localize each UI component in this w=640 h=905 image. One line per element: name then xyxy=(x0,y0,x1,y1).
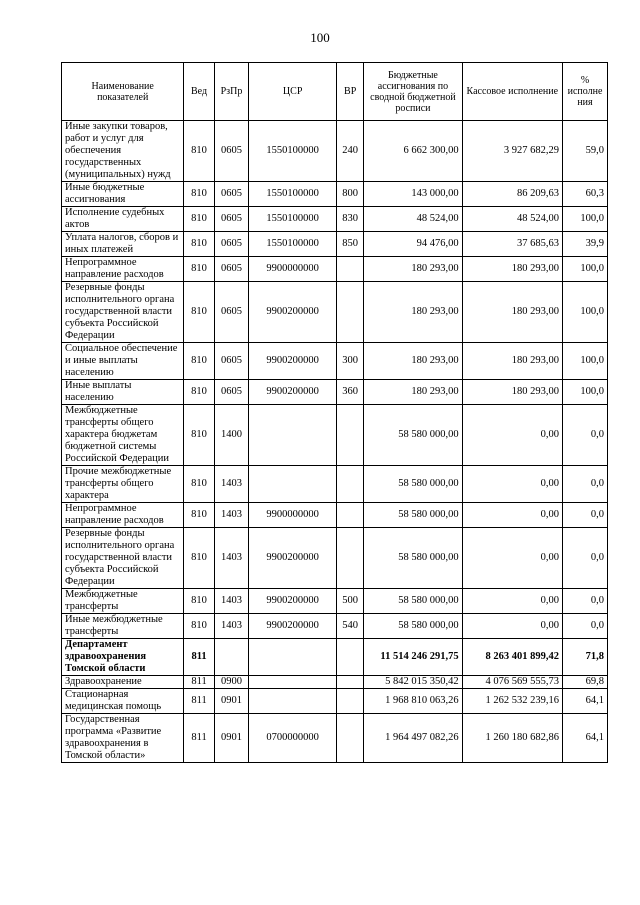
row-name: Иные выплаты населению xyxy=(62,380,184,405)
row-cash: 3 927 682,29 xyxy=(462,121,562,182)
row-csr: 1550100000 xyxy=(249,207,337,232)
row-vr xyxy=(337,503,364,528)
row-vr: 500 xyxy=(337,589,364,614)
row-csr xyxy=(249,689,337,714)
row-csr: 1550100000 xyxy=(249,182,337,207)
row-name: Здравоохранение xyxy=(62,676,184,689)
row-budget: 180 293,00 xyxy=(364,282,462,343)
row-budget: 5 842 015 350,42 xyxy=(364,676,462,689)
row-vr: 300 xyxy=(337,343,364,380)
row-name: Иные закупки товаров, работ и услуг для обеспечения государственных (муниципальных) нужд xyxy=(62,121,184,182)
row-percent: 0,0 xyxy=(562,503,607,528)
row-rzpr: 1403 xyxy=(214,466,249,503)
row-rzpr: 0901 xyxy=(214,689,249,714)
row-percent: 0,0 xyxy=(562,466,607,503)
row-csr: 9900200000 xyxy=(249,282,337,343)
row-name: Иные межбюджетные трансферты xyxy=(62,614,184,639)
row-ved: 811 xyxy=(184,689,214,714)
row-name: Непрограммное направление расходов xyxy=(62,257,184,282)
row-budget: 58 580 000,00 xyxy=(364,614,462,639)
row-cash: 180 293,00 xyxy=(462,380,562,405)
table-row xyxy=(62,589,608,614)
row-rzpr: 0900 xyxy=(214,676,249,689)
row-vr: 360 xyxy=(337,380,364,405)
row-name: Прочие межбюджетные трансферты общего характера xyxy=(62,466,184,503)
table-row xyxy=(62,676,608,689)
row-csr xyxy=(249,676,337,689)
row-rzpr: 0605 xyxy=(214,121,249,182)
table-row xyxy=(62,714,608,763)
row-percent: 0,0 xyxy=(562,589,607,614)
row-ved: 810 xyxy=(184,232,214,257)
table-header-row xyxy=(62,63,608,121)
row-rzpr: 0605 xyxy=(214,207,249,232)
row-rzpr: 0605 xyxy=(214,343,249,380)
row-percent: 0,0 xyxy=(562,614,607,639)
row-budget: 58 580 000,00 xyxy=(364,466,462,503)
table-row xyxy=(62,528,608,589)
row-ved: 810 xyxy=(184,405,214,466)
row-ved: 811 xyxy=(184,639,214,676)
row-rzpr: 0605 xyxy=(214,282,249,343)
table-row xyxy=(62,689,608,714)
row-vr xyxy=(337,528,364,589)
row-ved: 810 xyxy=(184,282,214,343)
row-csr: 9900200000 xyxy=(249,614,337,639)
row-csr: 1550100000 xyxy=(249,232,337,257)
row-percent: 71,8 xyxy=(562,639,607,676)
row-vr: 800 xyxy=(337,182,364,207)
row-cash: 180 293,00 xyxy=(462,282,562,343)
row-name: Непрограммное направление расходов xyxy=(62,503,184,528)
row-rzpr: 0605 xyxy=(214,182,249,207)
table-row xyxy=(62,380,608,405)
row-vr: 830 xyxy=(337,207,364,232)
row-percent: 100,0 xyxy=(562,343,607,380)
row-vr xyxy=(337,405,364,466)
row-name: Резервные фонды исполнительного органа государственной власти субъекта Российской Федерации xyxy=(62,528,184,589)
table-row xyxy=(62,343,608,380)
row-rzpr: 0605 xyxy=(214,257,249,282)
row-ved: 810 xyxy=(184,257,214,282)
row-percent: 100,0 xyxy=(562,282,607,343)
row-budget: 11 514 246 291,75 xyxy=(364,639,462,676)
row-cash: 8 263 401 899,42 xyxy=(462,639,562,676)
row-name: Межбюджетные трансферты xyxy=(62,589,184,614)
row-cash: 0,00 xyxy=(462,405,562,466)
row-percent: 59,0 xyxy=(562,121,607,182)
row-name: Иные бюджетные ассигнования xyxy=(62,182,184,207)
row-ved: 810 xyxy=(184,614,214,639)
row-vr: 240 xyxy=(337,121,364,182)
row-name: Стационарная медицинская помощь xyxy=(62,689,184,714)
row-percent: 0,0 xyxy=(562,528,607,589)
row-rzpr: 1403 xyxy=(214,589,249,614)
row-percent: 100,0 xyxy=(562,207,607,232)
row-cash: 0,00 xyxy=(462,528,562,589)
row-budget: 58 580 000,00 xyxy=(364,589,462,614)
row-budget: 58 580 000,00 xyxy=(364,528,462,589)
row-budget: 180 293,00 xyxy=(364,343,462,380)
table-row xyxy=(62,639,608,676)
row-cash: 0,00 xyxy=(462,503,562,528)
row-rzpr: 1400 xyxy=(214,405,249,466)
header-name: Наименование показателей xyxy=(62,63,184,121)
row-ved: 810 xyxy=(184,380,214,405)
table-row xyxy=(62,503,608,528)
row-csr xyxy=(249,466,337,503)
row-cash: 37 685,63 xyxy=(462,232,562,257)
row-percent: 60,3 xyxy=(562,182,607,207)
row-name: Государственная программа «Развитие здравоохранения в Томской области» xyxy=(62,714,184,763)
table-row xyxy=(62,121,608,182)
table-row xyxy=(62,614,608,639)
row-csr: 9900200000 xyxy=(249,343,337,380)
row-percent: 69,8 xyxy=(562,676,607,689)
row-budget: 94 476,00 xyxy=(364,232,462,257)
header-vr: ВР xyxy=(337,63,364,121)
row-csr: 0700000000 xyxy=(249,714,337,763)
row-vr xyxy=(337,282,364,343)
row-ved: 810 xyxy=(184,343,214,380)
row-name: Социальное обеспечение и иные выплаты населению xyxy=(62,343,184,380)
row-rzpr: 1403 xyxy=(214,528,249,589)
row-budget: 48 524,00 xyxy=(364,207,462,232)
row-vr: 540 xyxy=(337,614,364,639)
row-budget: 1 968 810 063,26 xyxy=(364,689,462,714)
table-row xyxy=(62,466,608,503)
row-cash: 180 293,00 xyxy=(462,257,562,282)
table-row xyxy=(62,207,608,232)
table-row xyxy=(62,182,608,207)
row-cash: 1 260 180 682,86 xyxy=(462,714,562,763)
row-rzpr: 0605 xyxy=(214,232,249,257)
row-percent: 64,1 xyxy=(562,714,607,763)
row-vr xyxy=(337,257,364,282)
page-number: 100 xyxy=(310,30,330,45)
header-rzpr: РзПр xyxy=(214,63,249,121)
row-csr: 9900000000 xyxy=(249,257,337,282)
row-budget: 1 964 497 082,26 xyxy=(364,714,462,763)
row-vr xyxy=(337,714,364,763)
row-percent: 100,0 xyxy=(562,380,607,405)
row-cash: 4 076 569 555,73 xyxy=(462,676,562,689)
row-vr xyxy=(337,639,364,676)
header-percent: % исполне ния xyxy=(562,63,607,121)
row-budget: 58 580 000,00 xyxy=(364,405,462,466)
row-ved: 810 xyxy=(184,182,214,207)
row-name: Исполнение судебных актов xyxy=(62,207,184,232)
budget-execution-table xyxy=(61,62,608,763)
row-rzpr: 0901 xyxy=(214,714,249,763)
row-vr: 850 xyxy=(337,232,364,257)
row-ved: 811 xyxy=(184,714,214,763)
table-row xyxy=(62,232,608,257)
row-cash: 0,00 xyxy=(462,589,562,614)
row-budget: 180 293,00 xyxy=(364,257,462,282)
row-csr: 1550100000 xyxy=(249,121,337,182)
row-cash: 86 209,63 xyxy=(462,182,562,207)
row-ved: 810 xyxy=(184,466,214,503)
row-rzpr xyxy=(214,639,249,676)
row-csr: 9900200000 xyxy=(249,380,337,405)
row-ved: 810 xyxy=(184,121,214,182)
header-budget: Бюджетные ассигнования по сводной бюджетной росписи xyxy=(364,63,462,121)
row-ved: 810 xyxy=(184,207,214,232)
row-cash: 0,00 xyxy=(462,614,562,639)
row-name: Департамент здравоохранения Томской области xyxy=(62,639,184,676)
row-vr xyxy=(337,466,364,503)
row-csr: 9900000000 xyxy=(249,503,337,528)
row-budget: 143 000,00 xyxy=(364,182,462,207)
row-rzpr: 0605 xyxy=(214,380,249,405)
row-cash: 1 262 532 239,16 xyxy=(462,689,562,714)
row-ved: 810 xyxy=(184,503,214,528)
row-ved: 810 xyxy=(184,528,214,589)
row-budget: 6 662 300,00 xyxy=(364,121,462,182)
table-row xyxy=(62,282,608,343)
row-name: Уплата налогов, сборов и иных платежей xyxy=(62,232,184,257)
row-name: Резервные фонды исполнительного органа государственной власти субъекта Российской Федерации xyxy=(62,282,184,343)
row-ved: 811 xyxy=(184,676,214,689)
table-row xyxy=(62,257,608,282)
row-ved: 810 xyxy=(184,589,214,614)
row-percent: 0,0 xyxy=(562,405,607,466)
row-csr xyxy=(249,639,337,676)
row-cash: 180 293,00 xyxy=(462,343,562,380)
row-percent: 39,9 xyxy=(562,232,607,257)
row-percent: 64,1 xyxy=(562,689,607,714)
row-rzpr: 1403 xyxy=(214,614,249,639)
row-budget: 58 580 000,00 xyxy=(364,503,462,528)
table-row xyxy=(62,405,608,466)
row-percent: 100,0 xyxy=(562,257,607,282)
row-vr xyxy=(337,676,364,689)
header-cash: Кассовое исполнение xyxy=(462,63,562,121)
row-rzpr: 1403 xyxy=(214,503,249,528)
row-cash: 48 524,00 xyxy=(462,207,562,232)
row-name: Межбюджетные трансферты общего характера бюджетам бюджетной системы Российской Федерации xyxy=(62,405,184,466)
header-csr: ЦСР xyxy=(249,63,337,121)
row-csr xyxy=(249,405,337,466)
header-ved: Вед xyxy=(184,63,214,121)
row-csr: 9900200000 xyxy=(249,589,337,614)
row-cash: 0,00 xyxy=(462,466,562,503)
row-budget: 180 293,00 xyxy=(364,380,462,405)
row-csr: 9900200000 xyxy=(249,528,337,589)
row-vr xyxy=(337,689,364,714)
